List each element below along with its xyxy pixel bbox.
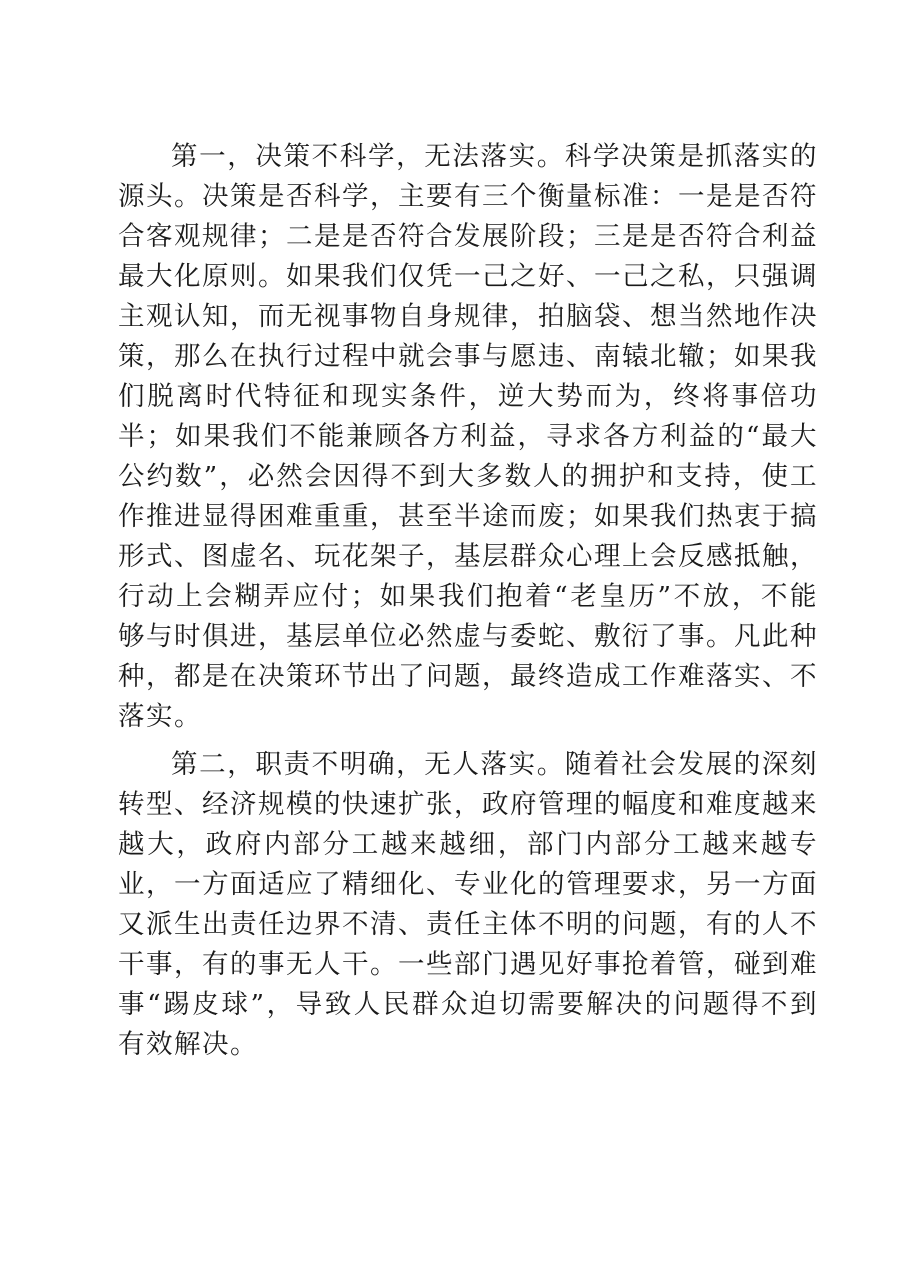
document-body — [118, 137, 818, 1065]
paragraph-decision-making: 第一，决策不科学，无法落实。科学决策是抓落实的源头。决策是否科学，主要有三个衡量标准：一是是否符合客观规律；二是是否符合发展阶段；三是是否符合利益最大化原则。如果我们仅凭一己之好、一己之私，只强调主观认知，而无视事物自身规律，拍脑袋、想当然地作决策，那么在执行过程中就会事与愿违、南辕北辙；如果我们脱离时代特征和现实条件，逆大势而为，终将事倍功半；如果我们不能兼顾各方利益，寻求各方利益的“最大公约数”，必然会因得不到大多数人的拥护和支持，使工作推进显得困难重重，甚至半途而废；如果我们热衷于搞形式、图虚名、玩花架子，基层群众心理上会反感抵触，行动上会糊弄应付；如果我们抱着“老皇历”不放，不能够与时俱进，基层单位必然虚与委蛇、敷衍了事。凡此种种，都是在决策环节出了问题，最终造成工作难落实、不落实。 — [118, 141, 818, 732]
paragraph-responsibility: 第二，职责不明确，无人落实。随着社会发展的深刻转型、经济规模的快速扩张，政府管理的幅度和难度越来越大，政府内部分工越来越细，部门内部分工越来越专业，一方面适应了精细化、专业化的管理要求，另一方面又派生出责任边界不清、责任主体不明的问题，有的人不干事，有的事无人干。一些部门遇见好事抢着管，碰到难事“踢皮球”，导致人民群众迫切需要解决的问题得不到有效解决。 — [118, 749, 818, 1060]
